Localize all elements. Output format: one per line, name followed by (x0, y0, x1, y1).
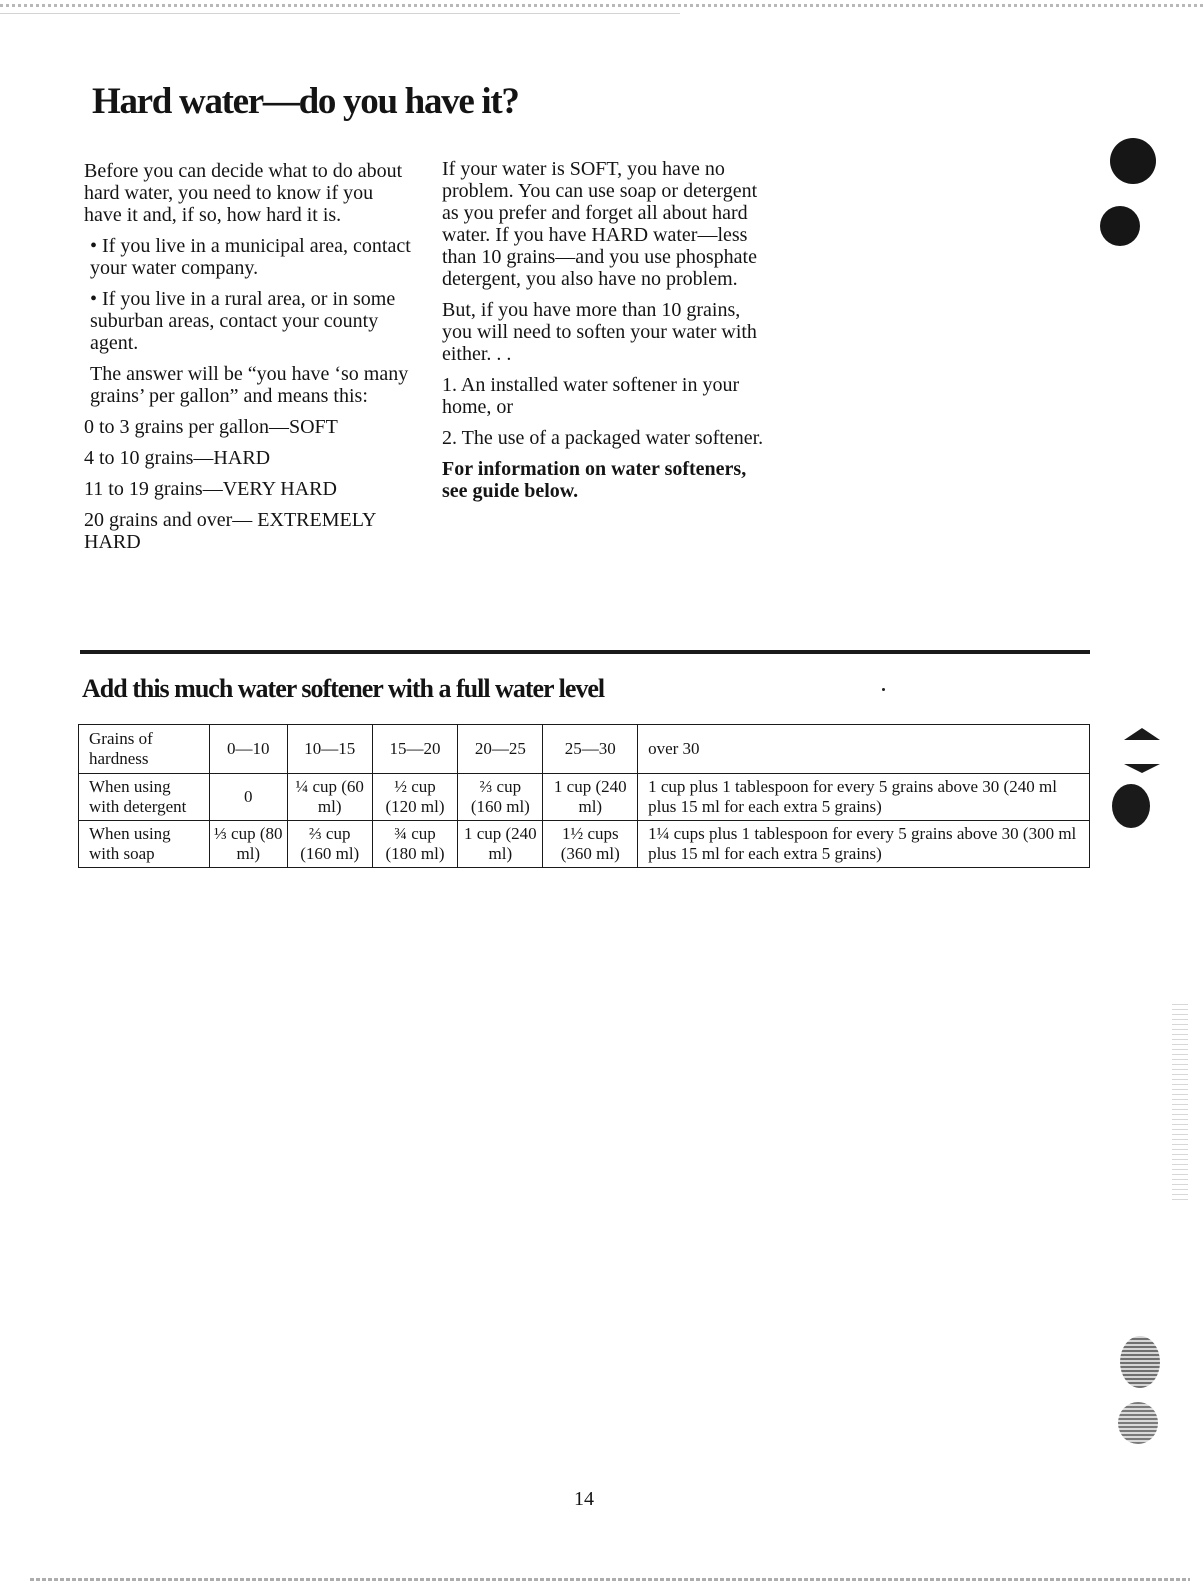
scale-extremely-hard: 20 grains and over— EXTREMELY HARD (84, 509, 376, 553)
scale-very-hard: 11 to 19 grains—VERY HARD (84, 478, 337, 500)
answer-paragraph: The answer will be “you have ‘so many grains’ per gallon” and means this: (90, 363, 409, 407)
table-cell: 25—30 (543, 725, 638, 774)
scan-artifact-top-line (0, 13, 680, 14)
soft-paragraph: If your water is SOFT, you have no problem. You can use soap or detergent as you prefer and forget all about hard water. If you have HARD water—less than 10 grains—and you use phosphate detergent, you also have no problem. (442, 158, 758, 290)
intro-paragraph: Before you can decide what to do about hard water, you need to know if you have it and, if so, how hard it is. (84, 160, 403, 226)
binder-hole-icon (1100, 206, 1140, 246)
scale-soft: 0 to 3 grains per gallon—SOFT (84, 416, 338, 438)
table-cell: ¾ cup (180 ml) (372, 821, 457, 868)
table-cell: 0 (210, 774, 288, 821)
section-divider (80, 650, 1090, 654)
page-title: Hard water—do you have it? (92, 81, 519, 122)
scan-wedge-icon (1124, 728, 1160, 740)
table-cell: When using with soap (79, 821, 210, 868)
bullet-rural: • If you live in a rural area, or in some suburban areas, contact your county agent. (90, 288, 396, 354)
left-column (84, 160, 414, 562)
table-cell: ⅔ cup (160 ml) (458, 774, 543, 821)
right-column (442, 158, 772, 511)
binder-hole-icon (1118, 1402, 1158, 1444)
page-number: 14 (574, 1488, 594, 1510)
table-cell: 1 cup plus 1 tablespoon for every 5 grains above 30 (240 ml plus 15 ml for each extra 5 grains) (638, 774, 1090, 821)
table-cell: 1¼ cups plus 1 tablespoon for every 5 grains above 30 (300 ml plus 15 ml for each extra 5 grains) (638, 821, 1090, 868)
table-cell: ⅓ cup (80 ml) (210, 821, 288, 868)
more-paragraph: But, if you have more than 10 grains, you will need to soften your water with either. . . (442, 299, 757, 365)
binder-hole-icon (1120, 1336, 1160, 1388)
bullet-municipal: • If you live in a municipal area, contact your water company. (90, 235, 411, 279)
table-cell: ⅔ cup (160 ml) (287, 821, 372, 868)
scale-hard: 4 to 10 grains—HARD (84, 447, 271, 469)
table-cell: 1½ cups (360 ml) (543, 821, 638, 868)
scan-artifact-top (0, 4, 1204, 7)
option-installed-softener: 1. An installed water softener in your home, or (442, 374, 740, 418)
softener-table (78, 724, 1090, 868)
table-cell: 1 cup (240 ml) (543, 774, 638, 821)
table-cell: When using with detergent (79, 774, 210, 821)
table-cell: 15—20 (372, 725, 457, 774)
table-cell: 10—15 (287, 725, 372, 774)
table-cell: 1 cup (240 ml) (458, 821, 543, 868)
table-cell: over 30 (638, 725, 1090, 774)
binder-hole-icon (1112, 784, 1150, 828)
table-row (79, 821, 1090, 868)
table-cell: 20—25 (458, 725, 543, 774)
scan-artifact-bottom (30, 1578, 1190, 1581)
table-row (79, 774, 1090, 821)
scan-artifact-edge (1172, 1000, 1188, 1200)
scan-wedge-icon (1124, 764, 1160, 773)
option-packaged-softener: 2. The use of a packaged water softener. (442, 427, 764, 449)
table-cell: ¼ cup (60 ml) (287, 774, 372, 821)
section-subtitle: Add this much water softener with a full water level (82, 674, 605, 703)
table-cell: 0—10 (210, 725, 288, 774)
table-header-row (79, 725, 1090, 774)
binder-hole-icon (1110, 138, 1156, 184)
scan-speck (882, 688, 885, 691)
info-note: For information on water softeners, see guide below. (442, 458, 747, 502)
table-cell: Grains of hardness (79, 725, 210, 774)
table-cell: ½ cup (120 ml) (372, 774, 457, 821)
